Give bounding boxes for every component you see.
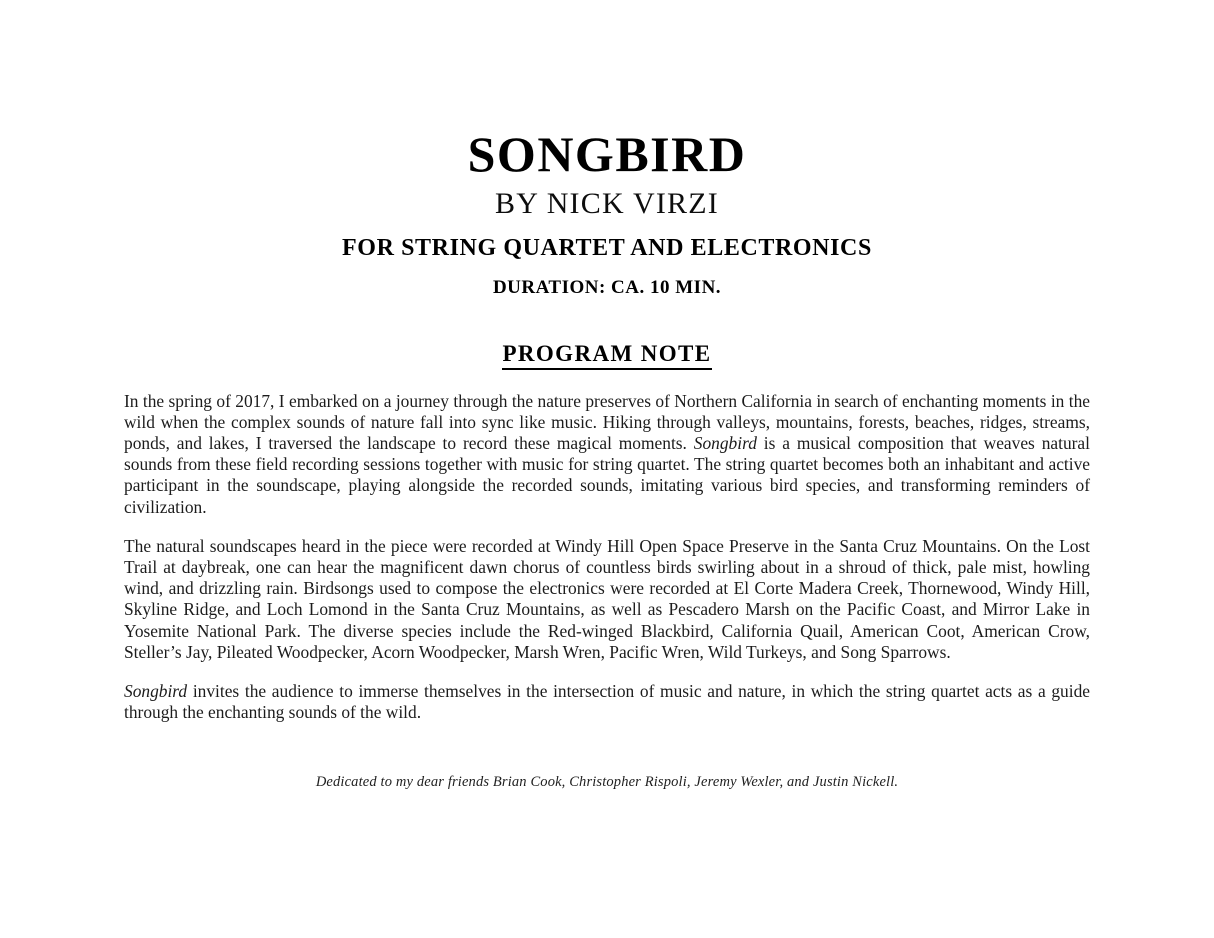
dedication-line: Dedicated to my dear friends Brian Cook, Christopher Rispoli, Jeremy Wexler, and Justin Nickell. [315,774,899,791]
work-title: SONGBIRD [467,126,747,182]
program-note-body [124,370,1090,724]
program-note-paragraph-3 [124,681,1090,723]
instrumentation-line: FOR STRING QUARTET AND ELECTRONICS [342,235,872,261]
paragraph-1-lead-text: In the spring of 2017, I embarked on a journey through the nature preserves of Northern California in search of enchanting moments in the wild when the complex sounds of nature fall into sync like music. Hiking through valleys, mountains, forests, beaches, ridges, streams, ponds, and lakes, I traversed the landscape to record these magical moments. [124,390,1090,453]
duration-line: DURATION: CA. 10 MIN. [492,276,722,298]
paragraph-1-tail-text: is a musical composition that weaves natural sounds from these field recording sessions together with music for string quartet. The string quartet becomes both an inhabitant and active participant in the soundscape, playing alongside the recorded sounds, imitating various bird species, and transforming reminders of civilization. [124,433,1090,517]
title-block [0,0,1214,300]
program-note-paragraph-2: The natural soundscapes heard in the piece were recorded at Windy Hill Open Space Preserve in the Santa Cruz Mountains. On the Lost Trail at daybreak, one can hear the magnificent dawn chorus of countless birds swirling about in a shroud of thick, pale mist, howling wind, and drizzling rain. Birdsongs used to compose the electronics were recorded at El Corte Madera Creek, Thornewood, Windy Hill, Skyline Ridge, and Loch Lomond in the Santa Cruz Mountains, as well as Pescadero Marsh on the Pacific Coast, and Mirror Lake in Yosemite National Park. The diverse species include the Red-winged Blackbird, California Quail, American Coot, American Crow, Steller’s Jay, Pileated Woodpecker, Acorn Woodpecker, Marsh Wren, Pacific Wren, Wild Turkeys, and Song Sparrows. [124,535,1090,662]
work-title-reference: Songbird [124,681,188,702]
composer-line: BY NICK VIRZI [495,187,719,220]
program-note-paragraph-1 [124,391,1090,518]
dedication-wrap [0,773,1214,791]
work-title-reference: Songbird [693,433,757,453]
paragraph-3-tail-text: invites the audience to immerse themselves in the intersection of music and nature, in which the string quartet acts as a guide through the enchanting sounds of the wild. [124,681,1090,723]
program-note-heading-wrap [0,341,1214,370]
program-note-heading: PROGRAM NOTE [502,341,711,370]
